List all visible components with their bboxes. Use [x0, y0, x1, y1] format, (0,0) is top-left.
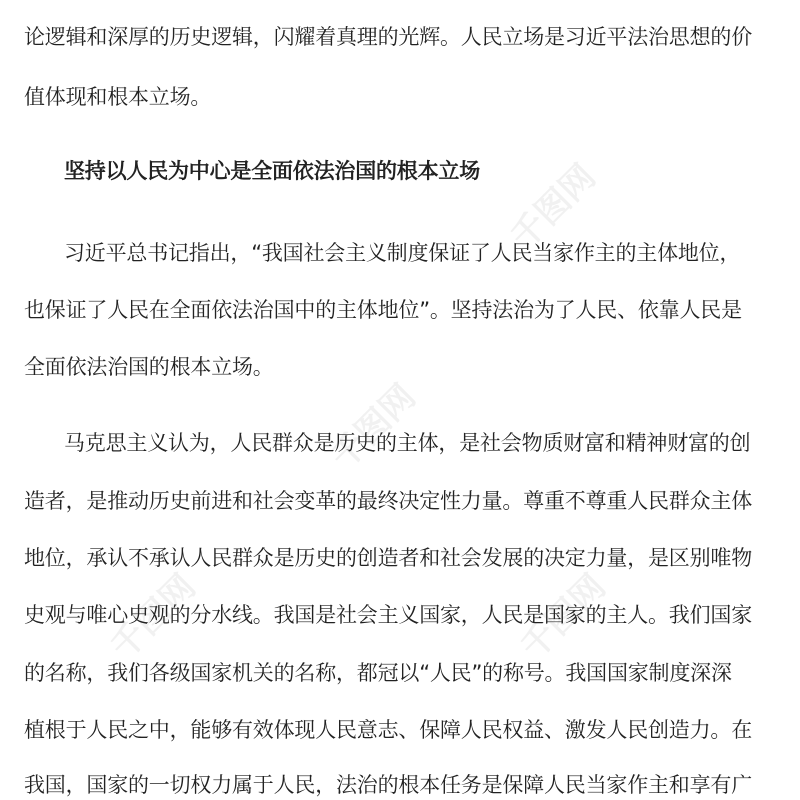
paragraph-line: 也保证了人民在全面依法治国中的主体地位”。坚持法治为了人民、依靠人民是 — [24, 298, 742, 322]
section-heading: 坚持以人民为中心是全面依法治国的根本立场 — [64, 159, 480, 183]
paragraph-line: 植根于人民之中，能够有效体现人民意志、保障人民权益、激发人民创造力。在 — [24, 718, 752, 742]
paragraph-line: 值体现和根本立场。 — [24, 85, 212, 109]
paragraph-line: 的名称，我们各级国家机关的名称，都冠以“人民”的称号。我国国家制度深深 — [24, 661, 732, 685]
paragraph-line: 全面依法治国的根本立场。 — [24, 355, 274, 379]
paragraph-line: 论逻辑和深厚的历史逻辑，闪耀着真理的光辉。人民立场是习近平法治思想的价 — [24, 25, 752, 49]
paragraph-line: 史观与唯心史观的分水线。我国是社会主义国家，人民是国家的主人。我们国家 — [24, 603, 752, 627]
watermark: 千图网 — [513, 566, 614, 668]
paragraph-line: 习近平总书记指出，“我国社会主义制度保证了人民当家作主的主体地位， — [64, 241, 741, 265]
watermark: 千图网 — [503, 156, 604, 258]
paragraph-line: 马克思主义认为，人民群众是历史的主体，是社会物质财富和精神财富的创 — [64, 431, 751, 455]
watermark: 千图网 — [103, 566, 204, 668]
watermark: 千图网 — [323, 376, 424, 478]
paragraph-line: 造者，是推动历史前进和社会变革的最终决定性力量。尊重不尊重人民群众主体 — [24, 489, 752, 513]
paragraph-line: 地位，承认不承认人民群众是历史的创造者和社会发展的决定力量，是区别唯物 — [24, 546, 752, 570]
paragraph-line: 我国，国家的一切权力属于人民，法治的根本任务是保障人民当家作主和享有广 — [24, 773, 752, 797]
